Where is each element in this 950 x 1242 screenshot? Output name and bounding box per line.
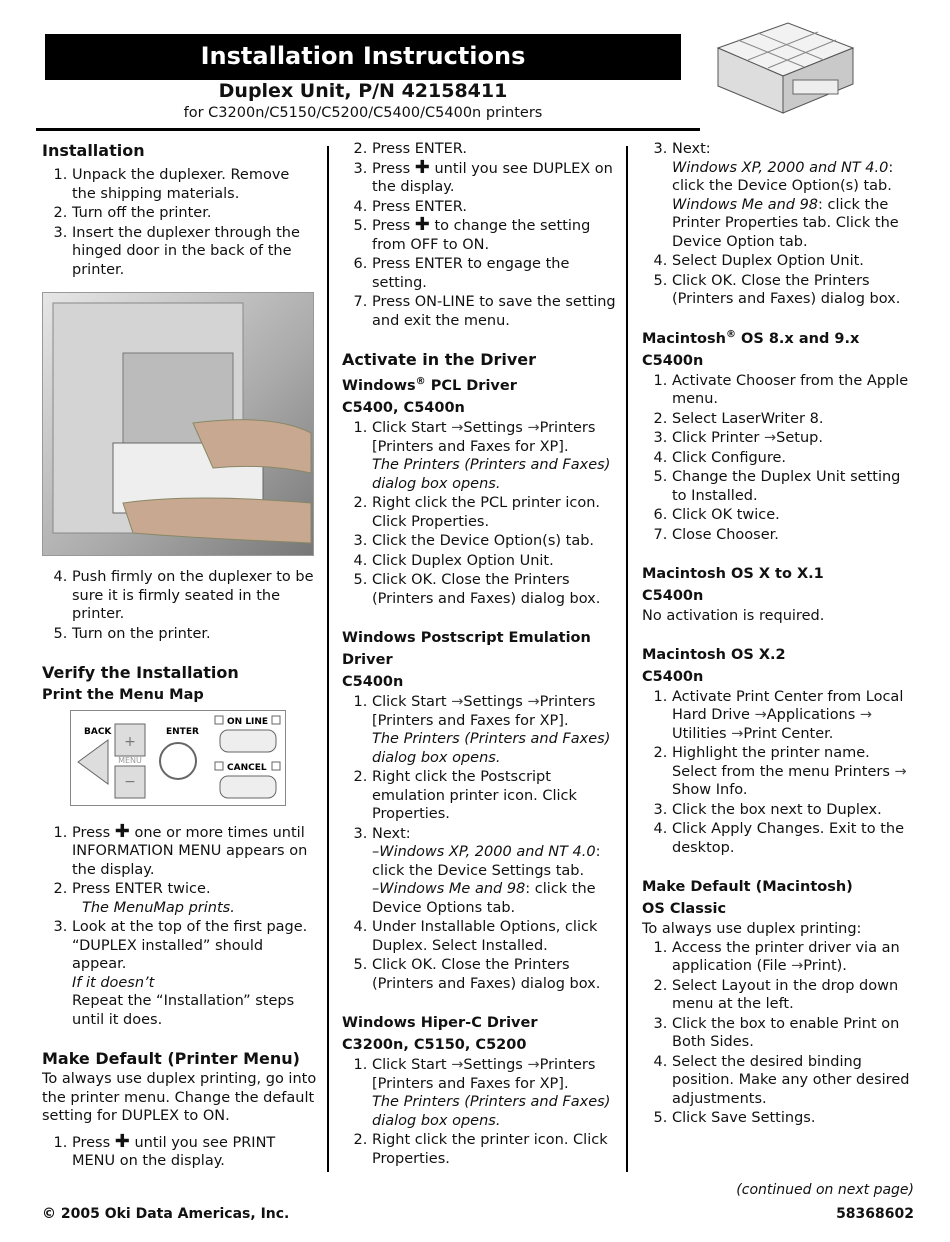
arrow-icon: →	[527, 420, 540, 436]
list-item	[372, 1056, 617, 1130]
step-text: : click the Printer Properties tab. Click the Device Option tab.	[672, 196, 899, 250]
list-item	[672, 429, 914, 448]
verify-heading: Verify the Installation	[42, 663, 239, 682]
list-item	[372, 825, 617, 918]
cancel-label: CANCEL	[227, 763, 267, 773]
document-number: 58368602	[836, 1206, 914, 1222]
step-text: Access the printer driver via an application (File	[672, 939, 900, 974]
verify-steps	[42, 820, 317, 1030]
macx2-model-heading: C5400n	[642, 668, 704, 685]
heading-text: PCL Driver	[430, 378, 517, 394]
svg-text:−: −	[124, 774, 136, 790]
list-item: 3. Click the box next to Duplex.	[672, 801, 914, 820]
step-text: Printers [Printers and Faxes for XP].	[372, 420, 596, 455]
step-text: Press	[72, 1134, 111, 1151]
plus-icon: ✚	[114, 1130, 130, 1152]
installation-heading: Installation	[42, 141, 145, 160]
list-item	[672, 744, 914, 800]
default-steps	[42, 1130, 317, 1171]
copyright: © 2005 Oki Data Americas, Inc.	[42, 1206, 290, 1222]
pcl-steps	[342, 419, 617, 608]
step-text: Press	[372, 160, 411, 177]
column-divider	[327, 146, 329, 1172]
macx-model-heading: C5400n	[642, 588, 704, 604]
make-default-mac-heading: Make Default (Macintosh)	[642, 879, 853, 895]
duplex-unit-illustration	[708, 18, 858, 118]
back-label: BACK	[84, 727, 112, 737]
macx2-steps	[642, 688, 914, 858]
macx-heading: Macintosh OS X to X.1	[642, 566, 824, 582]
list-item: 5. Click OK. Close the Printers (Printers and Faxes) dialog box.	[672, 272, 914, 309]
step-text: Utilities	[672, 725, 727, 742]
arrow-icon: →	[451, 420, 464, 436]
arrow-icon: →	[527, 694, 540, 710]
list-item: 7. Press ON-LINE to save the setting and exit the menu.	[372, 293, 617, 330]
installation-steps-continued	[42, 568, 317, 643]
step-text: Show Info.	[672, 782, 748, 798]
printer-duplexer-photo	[42, 292, 314, 556]
list-item: 3. Insert the duplexer through the hinged door in the back of the printer.	[72, 224, 317, 280]
list-item	[72, 1130, 317, 1171]
list-item: 1. Unpack the duplexer. Remove the shipping materials.	[72, 166, 317, 203]
list-item: 2. Right click the PCL printer icon. Click Properties.	[372, 494, 617, 531]
step-text: Printers [Printers and Faxes for XP].	[372, 694, 596, 729]
online-label: ON LINE	[227, 717, 269, 727]
list-item	[672, 939, 914, 976]
column-2	[342, 140, 617, 1169]
step-text: Click Start	[372, 420, 447, 436]
list-item	[372, 419, 617, 493]
continued-note: (continued on next page)	[736, 1182, 914, 1198]
list-item	[372, 156, 617, 197]
list-item: 5. Change the Duplex Unit setting to Installed.	[672, 468, 914, 505]
make-default-printer-heading: Make Default (Printer Menu)	[42, 1049, 300, 1068]
step-text: Press	[372, 218, 411, 234]
plus-icon: ✚	[414, 214, 430, 235]
list-item: 3. Click the box to enable Print on Both Sides.	[672, 1015, 914, 1052]
step-text: Click Start	[372, 694, 447, 710]
list-item: 6. Click OK twice.	[672, 506, 914, 525]
installation-steps	[42, 166, 317, 279]
list-item	[72, 820, 317, 880]
pcl-models-heading: C5400, C5400n	[342, 400, 465, 416]
arrow-icon: →	[764, 430, 777, 446]
step-text: Look at the top of the first page. “DUPLEX installed” should appear.	[72, 919, 308, 972]
step-text: Press ENTER twice.	[72, 881, 211, 897]
step-text: one or more times until INFORMATION MENU appears on the display.	[72, 824, 308, 878]
list-item	[372, 693, 617, 767]
list-item: 3. Click the Device Option(s) tab.	[372, 532, 617, 551]
column-divider	[626, 146, 628, 1172]
list-item: 2. Turn off the printer.	[72, 204, 317, 223]
header-rule	[36, 128, 700, 131]
os-classic-intro: To always use duplex printing:	[642, 921, 862, 937]
list-item: 4. Select Duplex Option Unit.	[672, 252, 914, 271]
arrow-icon: →	[527, 1057, 540, 1073]
step-text: : click the Device Option(s) tab.	[672, 159, 894, 194]
registered-mark: ®	[415, 376, 426, 388]
hiper-models-heading: C3200n, C5150, C5200	[342, 1037, 527, 1053]
step-text: Highlight the printer name. Select from the menu Printers	[672, 745, 890, 780]
list-item: 5. Click Save Settings.	[672, 1109, 914, 1128]
list-item: 2. Select LaserWriter 8.	[672, 410, 914, 429]
step-text: : click the Device Settings tab.	[372, 844, 601, 879]
os-name: Windows Me and 98	[672, 196, 819, 213]
document-subtitle: Duplex Unit, P/N 42158411	[218, 80, 508, 102]
list-item: 2. Right click the Postscript emulation printer icon. Click Properties.	[372, 768, 617, 824]
hiper-steps-continued	[642, 140, 914, 309]
list-item: 1. Activate Chooser from the Apple menu.	[672, 372, 914, 409]
step-note: The Printers (Printers and Faxes) dialog box opens.	[372, 1094, 611, 1129]
os-name: Windows XP, 2000 and NT 4.0	[672, 159, 889, 176]
list-item: 4. Press ENTER.	[372, 198, 617, 217]
list-item	[72, 880, 317, 917]
macx-text: No activation is required.	[642, 608, 825, 624]
macx2-heading: Macintosh OS X.2	[642, 646, 786, 663]
step-text: Next:	[672, 141, 711, 157]
arrow-icon: →	[859, 707, 873, 723]
pcl-driver-heading	[342, 375, 617, 397]
document-title: Installation Instructions	[45, 34, 681, 80]
step-note: The Printers (Printers and Faxes) dialog box opens.	[372, 731, 611, 766]
list-item: 5. Click OK. Close the Printers (Printers and Faxes) dialog box.	[372, 571, 617, 608]
enter-label: ENTER	[166, 727, 199, 737]
list-item: 5. Turn on the printer.	[72, 625, 317, 644]
step-text: Press	[72, 824, 111, 841]
list-item	[672, 140, 914, 251]
registered-mark: ®	[725, 328, 736, 340]
os-name: –Windows Me and 98	[372, 881, 526, 897]
heading-text: Windows	[342, 378, 416, 394]
control-panel-diagram	[70, 710, 286, 806]
svg-text:+: +	[124, 734, 136, 750]
step-text: Click Printer	[672, 430, 760, 446]
step-note: The Printers (Printers and Faxes) dialog box opens.	[372, 457, 611, 492]
step-text: Settings	[463, 420, 523, 436]
menu-label: MENU	[118, 756, 142, 765]
mac8-steps	[642, 372, 914, 545]
step-text: Settings	[463, 694, 523, 710]
list-item: 2. Select Layout in the drop down menu at the left.	[672, 977, 914, 1014]
arrow-icon: →	[451, 694, 464, 710]
os-name: –Windows XP, 2000 and NT 4.0	[372, 844, 596, 860]
hiper-steps	[342, 1056, 617, 1168]
list-item: 4. Push firmly on the duplexer to be sure it is firmly seated in the printer.	[72, 568, 317, 624]
step-text: Activate Print Center from Local Hard Drive	[672, 688, 904, 723]
step-text: to change the setting from OFF to ON.	[372, 218, 591, 253]
arrow-icon: →	[791, 958, 804, 974]
hiper-driver-heading: Windows Hiper-C Driver	[342, 1015, 538, 1031]
step-text: until you see PRINT MENU on the display.	[72, 1134, 276, 1169]
os-classic-heading: OS Classic	[642, 901, 727, 917]
step-text: Settings	[463, 1057, 523, 1073]
plus-icon: ✚	[414, 156, 430, 178]
arrow-icon: →	[451, 1057, 464, 1073]
ps-driver-heading: Windows Postscript Emulation Driver	[342, 630, 591, 668]
arrow-icon: →	[754, 707, 767, 723]
list-item: 2. Press ENTER.	[372, 140, 617, 159]
list-item: 4. Click Apply Changes. Exit to the desktop.	[672, 820, 914, 857]
step-note: The MenuMap prints.	[82, 899, 235, 916]
list-item: 5. Click OK. Close the Printers (Printers and Faxes) dialog box.	[372, 956, 617, 993]
step-text: Print Center.	[743, 725, 834, 742]
step-text: Setup.	[776, 430, 823, 446]
print-menu-map-heading: Print the Menu Map	[42, 687, 204, 703]
model-list: for C3200n/C5150/C5200/C5400/C5400n printers	[183, 105, 543, 121]
list-item: 2. Right click the printer icon. Click Properties.	[372, 1131, 617, 1168]
plus-icon: ✚	[114, 820, 130, 842]
list-item	[72, 918, 317, 1029]
activate-driver-heading: Activate in the Driver	[342, 350, 537, 369]
list-item	[672, 688, 914, 744]
step-text: until you see DUPLEX on the display.	[372, 160, 613, 195]
default-intro: To always use duplex printing, go into the printer menu. Change the default setting for DUPLEX to ON.	[42, 1071, 317, 1124]
arrow-icon: →	[731, 725, 744, 742]
mac8-model-heading: C5400n	[642, 352, 704, 369]
step-text: Applications	[766, 707, 856, 723]
list-item	[372, 214, 617, 254]
list-item: 4. Click Duplex Option Unit.	[372, 552, 617, 571]
mac8-heading	[642, 328, 914, 350]
step-text: : click the Device Options tab.	[372, 881, 596, 916]
os-classic-steps	[642, 939, 914, 1128]
arrow-icon: →	[894, 763, 907, 780]
list-item: 4. Click Configure.	[672, 449, 914, 468]
list-item: 7. Close Chooser.	[672, 526, 914, 545]
default-steps-continued	[342, 140, 617, 330]
list-item: 4. Under Installable Options, click Duplex. Select Installed.	[372, 918, 617, 955]
ps-models-heading: C5400n	[342, 674, 404, 690]
step-text: Next:	[372, 825, 411, 842]
column-3	[642, 140, 914, 1129]
heading-text: OS 8.x and 9.x	[741, 330, 860, 347]
heading-text: Macintosh	[642, 330, 726, 347]
list-item: 4. Select the desired binding position. Make any other desired adjustments.	[672, 1053, 914, 1109]
step-text: Repeat the “Installation” steps until it does.	[72, 993, 295, 1028]
step-text: Click Start	[372, 1057, 447, 1073]
step-note: If it doesn’t	[72, 974, 155, 991]
step-text: Print).	[803, 958, 847, 974]
ps-steps	[342, 693, 617, 993]
step-text: Printers [Printers and Faxes for XP].	[372, 1057, 596, 1092]
list-item: 6. Press ENTER to engage the setting.	[372, 255, 617, 292]
column-1	[42, 140, 317, 1172]
